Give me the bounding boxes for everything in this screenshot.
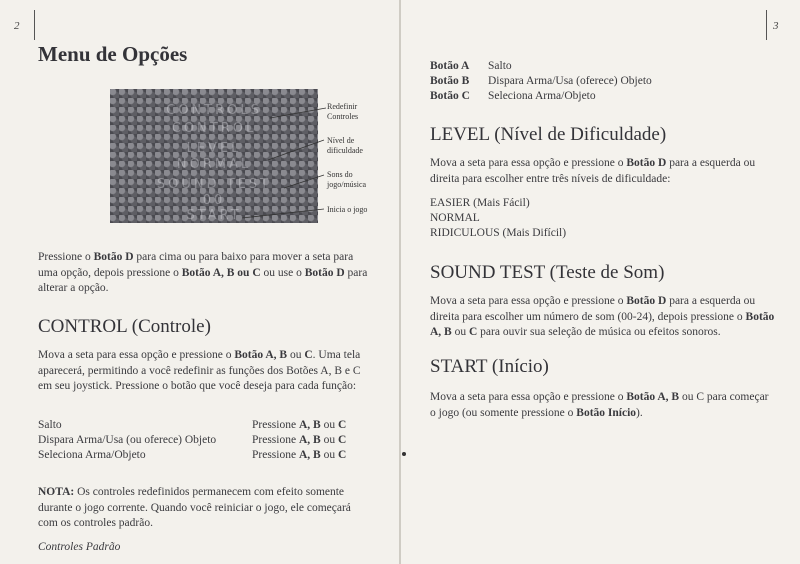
intro-paragraph: Pressione o Botão D para cima ou para baixo para mover a seta para uma opção, depois pressione o Botão A, B ou C ou use o Botão D para alterar a opção.: [38, 251, 368, 294]
screenshot-menu-item: CONTROL: [171, 121, 257, 136]
callout-inicia: Inicia o jogo: [327, 205, 368, 214]
screenshot-menu-item: CONTROLS: [166, 103, 262, 118]
page-title: Menu de Opções: [38, 42, 188, 66]
callout-redefinir: Redefinir Controles: [327, 102, 359, 121]
level-paragraph: Mova a seta para essa opção e pressione o Botão D para a esquerda ou direita para escolher entre três níveis de dificuldade:: [430, 157, 756, 185]
level-option: RIDICULOUS (Mais Difícil): [430, 227, 567, 239]
level-option: NORMAL: [430, 212, 480, 224]
screenshot-menu-item: NORMAL: [176, 157, 252, 172]
page-marker-right: [766, 10, 767, 40]
callout-sons: Sons do jogo/música: [327, 170, 367, 189]
callout-nivel: Nível de dificuldade: [327, 136, 363, 155]
page-number-right: 3: [773, 20, 779, 32]
start-paragraph: Mova a seta para essa opção e pressione o Botão A, B ou C para começar o jogo (ou somente pressione o Botão Início).: [430, 391, 769, 419]
level-heading: LEVEL (Nível de Dificuldade): [430, 124, 667, 145]
screenshot-menu-item: 00: [202, 193, 226, 208]
screenshot-menu-item: START: [186, 208, 242, 223]
control-heading: CONTROL (Controle): [38, 316, 211, 337]
sound-test-paragraph: Mova a seta para essa opção e pressione o Botão D para a esquerda ou direita para escolher um número de som (00-24), depois pressione o Botão A, B ou C para ouvir sua seleção de música ou efeitos sonoros.: [430, 295, 775, 338]
page-number-left: 2: [14, 20, 20, 32]
footer-caption: Controles Padrão: [38, 541, 121, 553]
binding-dot: [402, 452, 406, 456]
screenshot-menu-item: SOUND TEST: [156, 177, 272, 192]
level-option: EASIER (Mais Fácil): [430, 197, 530, 209]
sound-test-heading: SOUND TEST (Teste de Som): [430, 262, 665, 283]
control-paragraph: Mova a seta para essa opção e pressione o Botão A, B ou C. Uma tela aparecerá, permitindo a você redefinir as funções dos Botões A, B e C em seu joystick. Pressione o botão que você deseja para cada função:: [38, 349, 361, 392]
note-paragraph: NOTA: Os controles redefinidos permanecem com efeito somente durante o jogo corrente. Quando você reiniciar o jogo, ele começará com os controles padrão.: [38, 486, 351, 529]
screenshot-menu-item: LEVEL: [186, 141, 242, 156]
start-heading: START (Início): [430, 356, 549, 377]
